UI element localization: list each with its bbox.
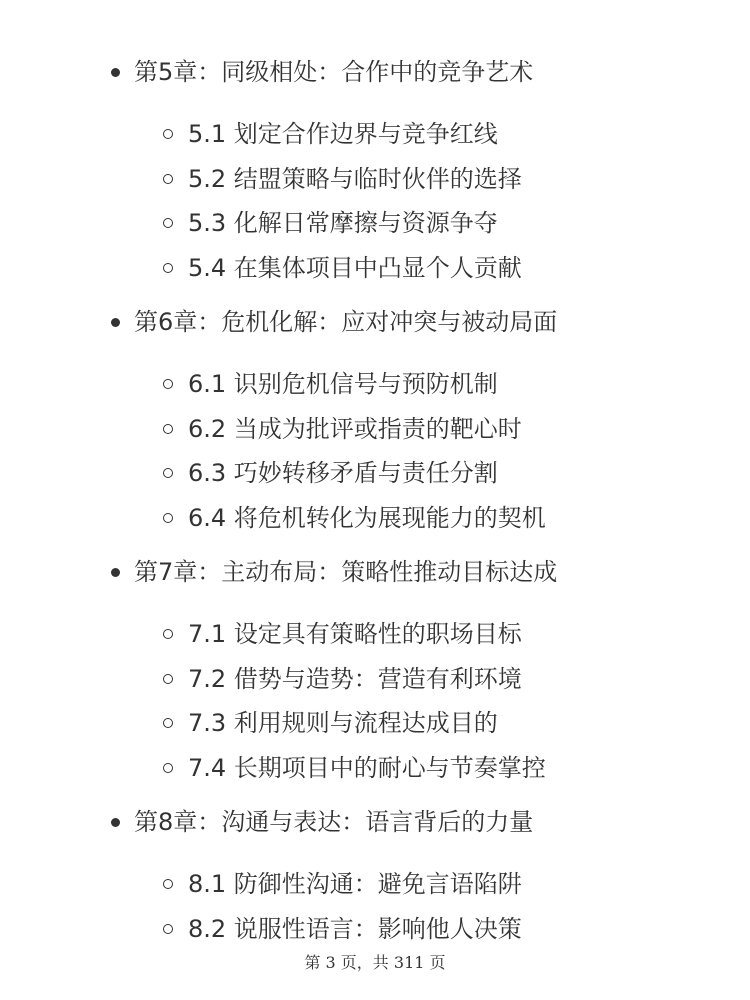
chapter-title-text: 第7章：主动布局：策略性推动目标达成 [134, 558, 558, 586]
hollow-bullet-icon [163, 513, 173, 523]
chapter-7 [0, 550, 750, 800]
section-text: 7.1 设定具有策略性的职场目标 [188, 620, 522, 648]
hollow-bullet-icon [163, 218, 173, 228]
section-item [0, 246, 750, 291]
chapter-title [0, 50, 750, 94]
hollow-bullet-icon [163, 174, 173, 184]
section-item [0, 157, 750, 202]
section-text: 5.3 化解日常摩擦与资源争夺 [188, 209, 498, 237]
section-item [0, 201, 750, 246]
section-list [0, 344, 750, 550]
section-list [0, 844, 750, 961]
chapter-title [0, 300, 750, 344]
section-item [0, 112, 750, 157]
section-item [0, 907, 750, 952]
section-text: 8.2 说服性语言：影响他人决策 [188, 914, 522, 943]
chapter-title-text: 第6章：危机化解：应对冲突与被动局面 [134, 308, 558, 336]
filled-bullet-icon [111, 818, 120, 827]
hollow-bullet-icon [163, 879, 173, 889]
section-item [0, 862, 750, 907]
section-item [0, 612, 750, 657]
section-text: 8.1 防御性沟通：避免言语陷阱 [188, 870, 522, 898]
hollow-bullet-icon [163, 718, 173, 728]
section-item [0, 496, 750, 541]
hollow-bullet-icon [163, 468, 173, 478]
section-text: 5.4 在集体项目中凸显个人贡献 [188, 253, 522, 282]
chapter-5 [0, 50, 750, 300]
section-text: 6.4 将危机转化为展现能力的契机 [188, 503, 546, 532]
section-text: 5.2 结盟策略与临时伙伴的选择 [188, 164, 522, 193]
section-item [0, 657, 750, 702]
section-item [0, 362, 750, 407]
hollow-bullet-icon [163, 129, 173, 139]
chapter-title-text: 第5章：同级相处：合作中的竞争艺术 [134, 58, 534, 86]
section-text: 7.3 利用规则与流程达成目的 [188, 709, 498, 737]
hollow-bullet-icon [163, 629, 173, 639]
filled-bullet-icon [111, 318, 120, 327]
chapter-title-text: 第8章：沟通与表达：语言背后的力量 [134, 808, 534, 836]
section-text: 5.1 划定合作边界与竞争红线 [188, 120, 498, 148]
chapter-6 [0, 300, 750, 550]
chapter-title [0, 550, 750, 594]
page-number-footer: 第 3 页，共 311 页 [304, 953, 446, 972]
section-text: 7.2 借势与造势：营造有利环境 [188, 664, 522, 693]
section-list [0, 594, 750, 800]
filled-bullet-icon [111, 568, 120, 577]
chapter-8 [0, 800, 750, 961]
section-text: 6.1 识别危机信号与预防机制 [188, 370, 498, 398]
chapter-title [0, 800, 750, 844]
hollow-bullet-icon [163, 263, 173, 273]
section-item [0, 701, 750, 746]
section-text: 7.4 长期项目中的耐心与节奏掌控 [188, 753, 546, 782]
section-list [0, 94, 750, 300]
hollow-bullet-icon [163, 379, 173, 389]
hollow-bullet-icon [163, 424, 173, 434]
hollow-bullet-icon [163, 924, 173, 934]
hollow-bullet-icon [163, 763, 173, 773]
section-item [0, 746, 750, 791]
table-of-contents [0, 50, 750, 961]
section-item [0, 407, 750, 452]
hollow-bullet-icon [163, 674, 173, 684]
section-text: 6.2 当成为批评或指责的靶心时 [188, 414, 522, 443]
section-item [0, 451, 750, 496]
section-text: 6.3 巧妙转移矛盾与责任分割 [188, 459, 498, 487]
filled-bullet-icon [111, 68, 120, 77]
